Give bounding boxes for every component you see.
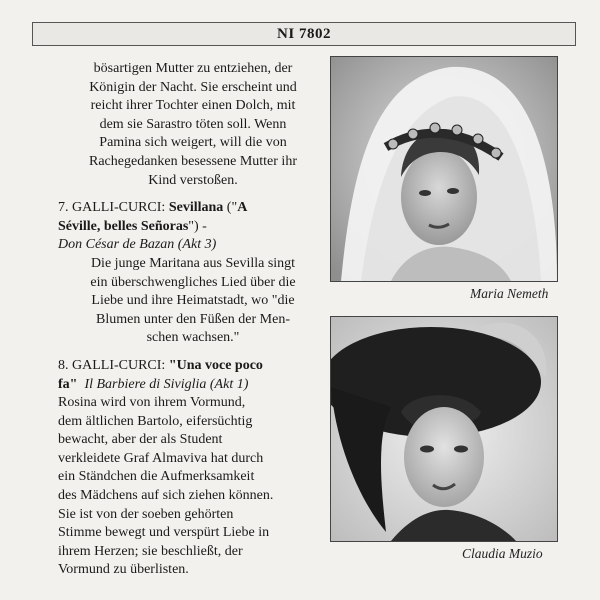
track-7-source: Don César de Bazan (Akt 3) bbox=[58, 237, 217, 253]
quote-open: (" bbox=[226, 200, 238, 216]
track-desc-line: ein überschwengliches Lied über die bbox=[90, 274, 296, 290]
track-number: 8. bbox=[58, 357, 69, 373]
track-desc-line: Vormund zu überlisten. bbox=[58, 562, 189, 578]
track-desc-line: ihrem Herzen; sie beschließt, der bbox=[58, 543, 243, 559]
track-8-title-line bbox=[58, 376, 328, 395]
track-8-heading bbox=[58, 357, 328, 376]
track-title-part: A bbox=[237, 200, 248, 216]
portrait-illustration bbox=[331, 317, 557, 541]
track-desc-line: bewacht, aber der als Student bbox=[58, 432, 223, 448]
portrait-illustration bbox=[331, 57, 557, 281]
photo-caption: Maria Nemeth bbox=[470, 286, 549, 301]
track-artist: GALLI-CURCI: bbox=[72, 357, 166, 373]
track-desc-line: Die junge Maritana aus Sevilla singt bbox=[90, 255, 296, 271]
track-title: "Una voce poco bbox=[168, 357, 263, 373]
intro-line: dem sie Sarastro töten soll. Wenn bbox=[99, 116, 287, 132]
track-desc-line: Stimme bewegt und verspürt Liebe in bbox=[58, 525, 270, 541]
track-number: 7. bbox=[58, 200, 69, 216]
track-title: Sevillana bbox=[168, 200, 224, 216]
intro-line: Kind verstoßen. bbox=[148, 172, 238, 188]
track-desc-line: verkleidete Graf Almaviva hat durch bbox=[58, 450, 264, 466]
track-desc-line: Sie ist von der soeben gehörten bbox=[58, 506, 234, 522]
track-source: Il Barbiere di Siviglia (Akt 1) bbox=[84, 376, 249, 392]
track-desc-line: Rosina wird von ihrem Vormund, bbox=[58, 395, 246, 411]
track-desc-line: Liebe und ihre Heimatstadt, wo "die bbox=[91, 293, 295, 309]
intro-line: reicht ihrer Tochter einen Dolch, mit bbox=[90, 98, 296, 114]
track-title-part: fa" bbox=[58, 376, 78, 392]
intro-line: bösartigen Mutter zu entziehen, der bbox=[93, 61, 293, 76]
track-7-heading bbox=[58, 199, 328, 218]
portrait-photo-claudia-muzio bbox=[330, 316, 558, 542]
track-desc-line: Blumen unter den Füßen der Men- bbox=[95, 311, 290, 327]
track-desc-line: schen wachsen." bbox=[146, 330, 240, 346]
intro-line: Rachegedanken besessene Mutter ihr bbox=[89, 153, 297, 169]
track-title-part: Séville, belles Señoras bbox=[58, 218, 189, 234]
track-artist: GALLI-CURCI: bbox=[72, 200, 166, 216]
portrait-photo-maria-nemeth bbox=[330, 56, 558, 282]
track-desc-line: ein Ständchen die Aufmerksamkeit bbox=[58, 469, 255, 485]
catalog-number: NI 7802 bbox=[32, 22, 576, 46]
track-desc-line: des Mädchens auf sich ziehen können. bbox=[58, 488, 274, 504]
intro-line: Pamina sich weigert, will die von bbox=[99, 135, 287, 151]
quote-close: ") - bbox=[188, 218, 207, 234]
photo-caption: Claudia Muzio bbox=[462, 546, 543, 561]
intro-line: Königin der Nacht. Sie erscheint und bbox=[89, 79, 297, 95]
track-desc-line: dem ältlichen Bartolo, eifersüchtig bbox=[58, 413, 253, 429]
booklet-text bbox=[58, 60, 328, 580]
track-7-title-line bbox=[58, 218, 328, 237]
